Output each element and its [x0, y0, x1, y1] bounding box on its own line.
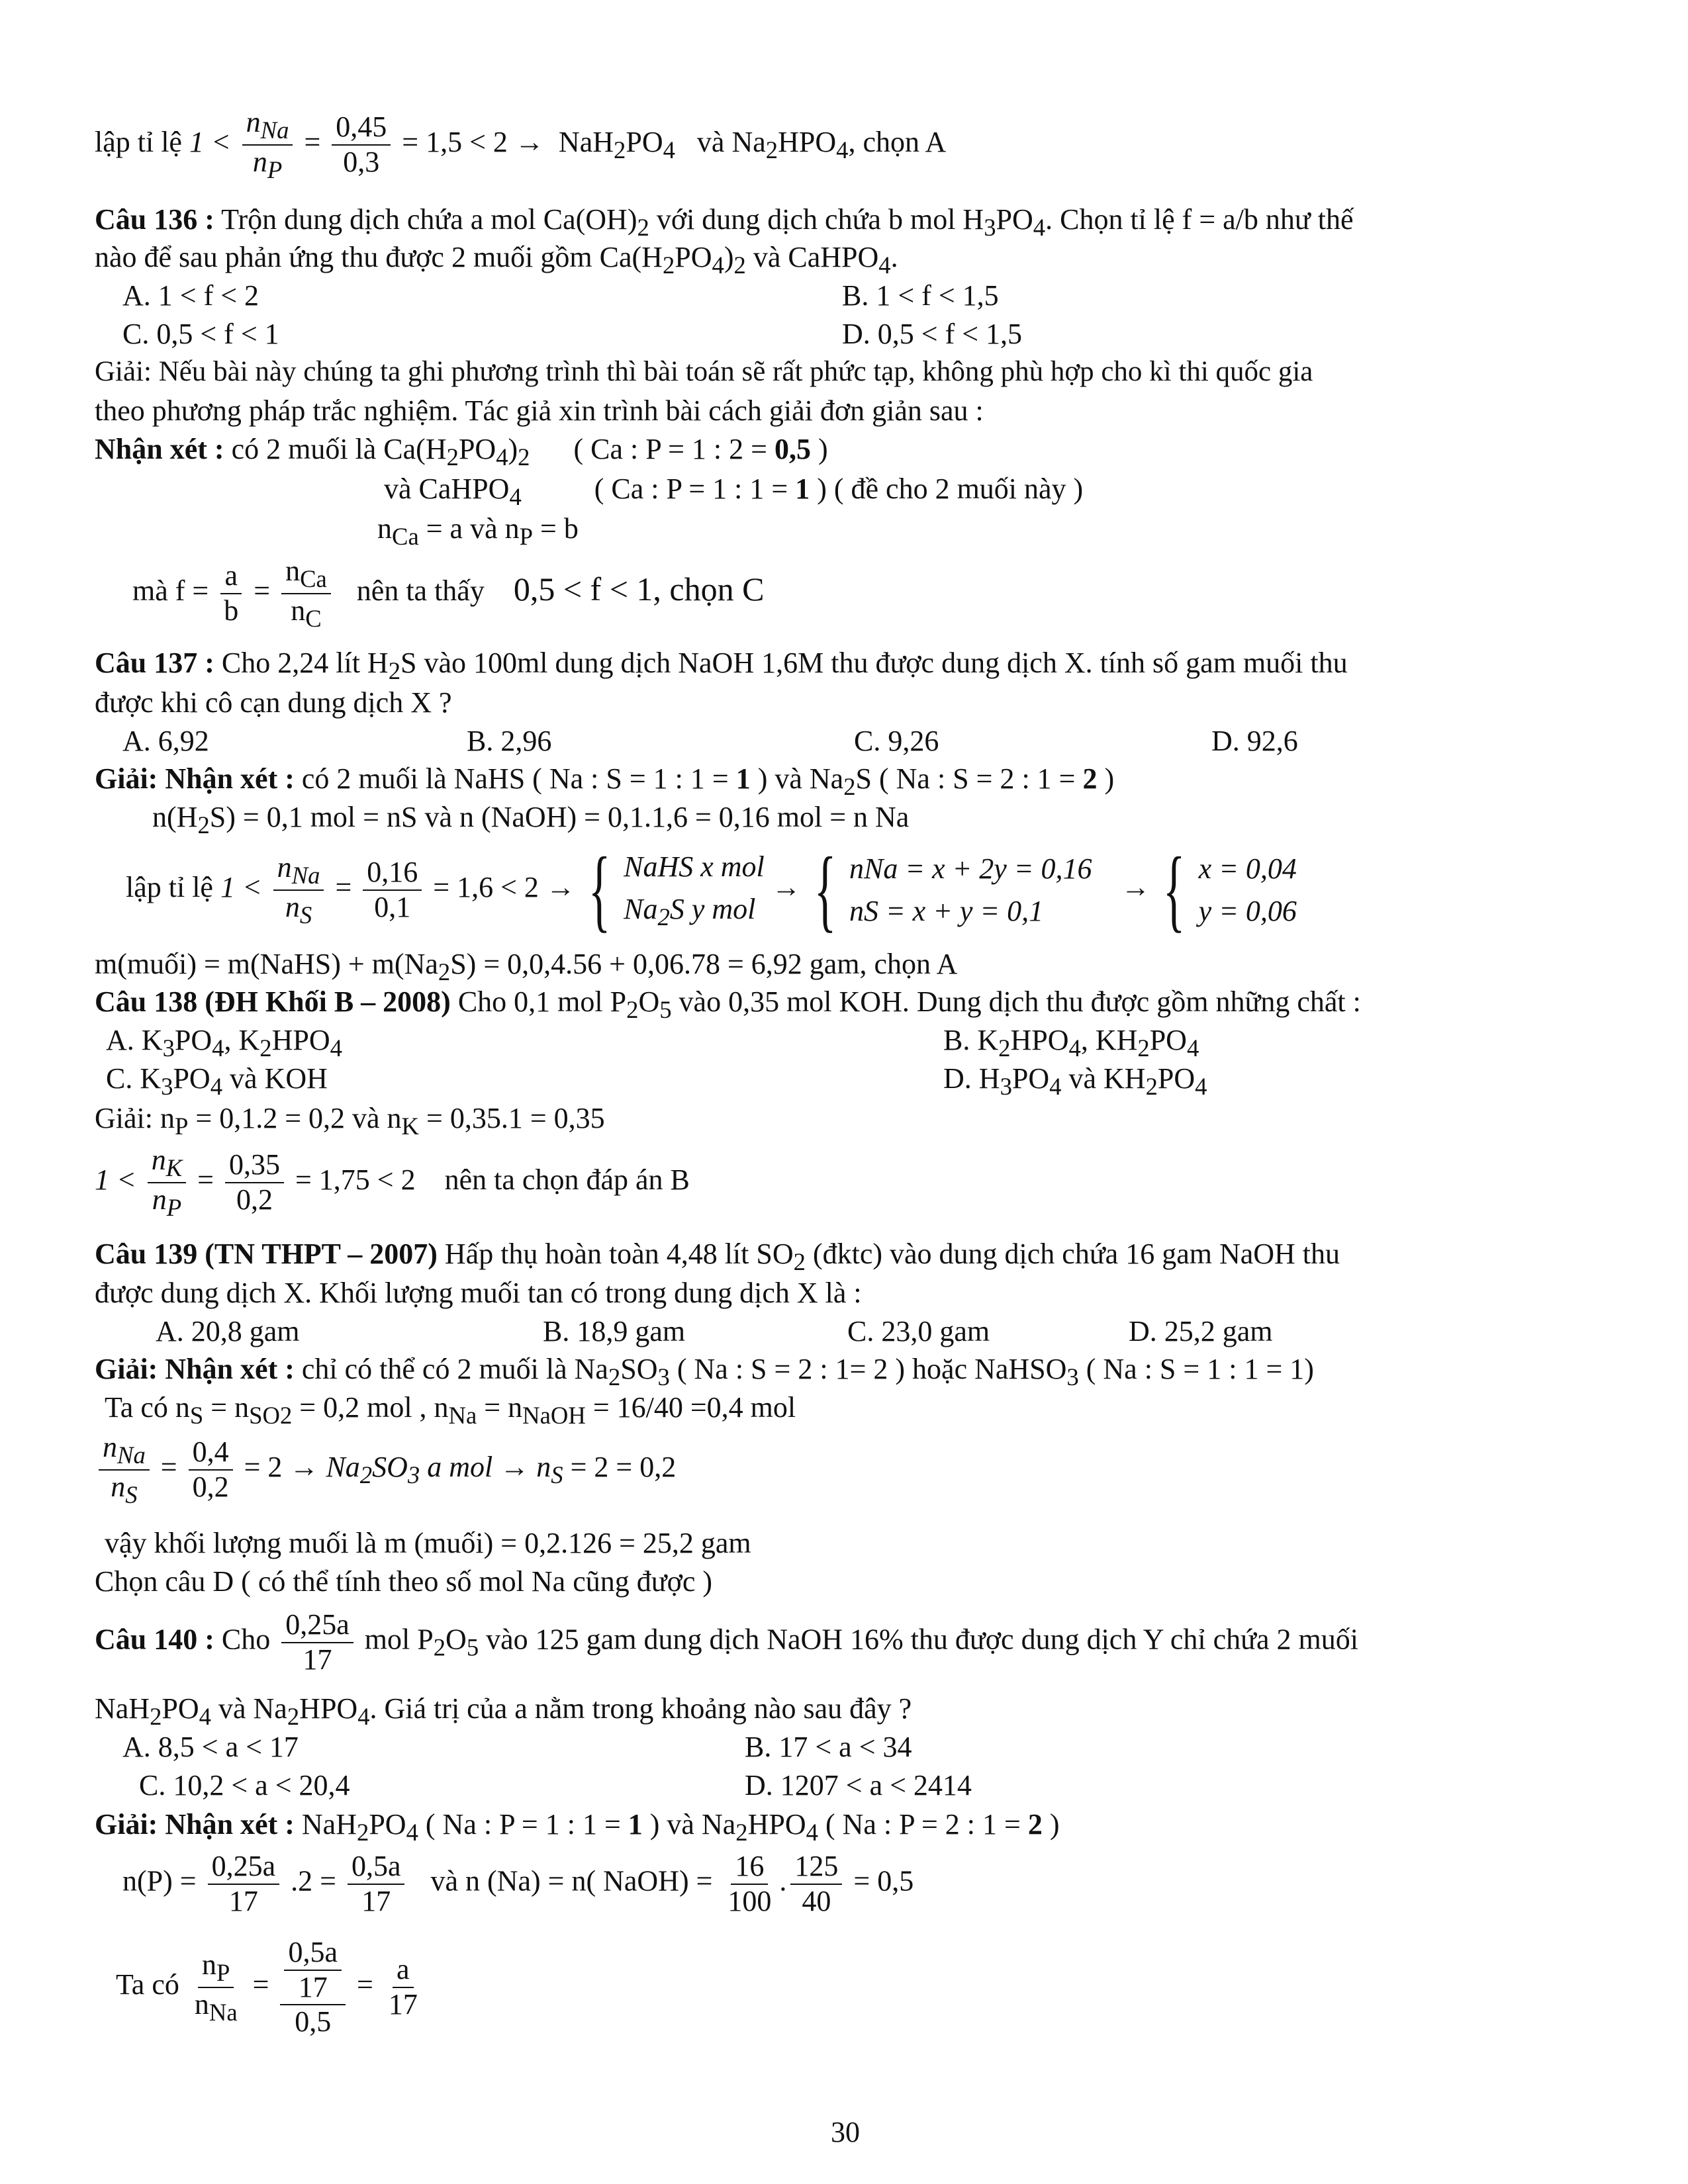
option-c: C. 9,26	[854, 725, 939, 757]
option-d: D. 25,2 gam	[1129, 1315, 1273, 1347]
question-138: Câu 138 (ĐH Khối B – 2008) Cho 0,1 mol $P_2O_5$ vào 0,35 mol KOH. Dung dịch thu được gồm những chất :	[95, 985, 1361, 1023]
option-c: C. 0,5 < f < 1	[122, 318, 279, 350]
page-number: 30	[831, 2116, 860, 2148]
fraction: $\frac{0,25a}{17}$	[281, 1608, 353, 1676]
option-a: A. 1 < f < 2	[122, 279, 259, 312]
option-a: A. $K_3PO_4$, $K_2HPO_4$	[106, 1024, 342, 1062]
option-d: D. 92,6	[1211, 725, 1298, 757]
fraction: $\frac{0,35}{0,2}$	[225, 1148, 284, 1216]
option-b: B. $K_2HPO_4$, $KH_2PO_4$	[943, 1024, 1199, 1062]
solution-text: theo phương pháp trắc nghiệm. Tác giả xin trình bài cách giải đơn giản sau :	[95, 394, 984, 427]
ratio-line-q135: lập tỉ lệ 1 < $n_{Na}$ $n_P$ = $\frac{0,45}{0,3}$ = $1,5 < 2 \to NaH_2PO_4$ và $Na_2HPO_4$, chọn A	[95, 106, 947, 183]
fraction: $n_{Na}$ $n_S$	[273, 851, 324, 929]
option-a: A. 6,92	[122, 725, 209, 757]
fraction: $\frac{n_K}{n_P}$	[148, 1144, 186, 1222]
option-c: C. $K_3PO_4$ và KOH	[106, 1062, 328, 1100]
option-d: D. $H_3PO_4$ và $KH_2PO_4$	[943, 1062, 1207, 1100]
option-b: B. 1 < f < 1,5	[842, 279, 999, 312]
question-137: Câu 137 : Cho 2,24 lít $H_2S$ vào 100ml dung dịch NaOH 1,6M thu được dung dịch X. tính số gam muối thu	[95, 647, 1348, 684]
fraction: $\frac{a}{b}$	[220, 559, 242, 627]
fraction: $\frac{0,5a}{17}$	[348, 1850, 405, 1918]
option-b: B. 18,9 gam	[543, 1315, 686, 1347]
fraction: $\frac{a}{17}$	[388, 1953, 418, 2021]
option-a: A. 20,8 gam	[156, 1315, 300, 1347]
option-d: D. 0,5 < f < 1,5	[842, 318, 1023, 350]
fraction: $n_P$ $n_{Na}$	[194, 1948, 238, 2026]
fraction: $\frac{0,25a}{17}$	[208, 1850, 280, 1918]
option-d: D. 1207 < a < 2414	[745, 1769, 972, 1801]
option-a: A. 8,5 < a < 17	[122, 1731, 299, 1763]
fraction: $\frac{16}{100}$	[727, 1850, 772, 1917]
option-c: C. 23,0 gam	[847, 1315, 990, 1347]
fraction: $\frac{0,4}{0,2}$	[189, 1435, 233, 1504]
fraction: $n_{Na}$ $n_S$	[99, 1431, 150, 1509]
fraction: $\frac{\frac{0,5a}{17}}{0,5}$	[280, 1936, 346, 2039]
question-136: Câu 136 : Trộn dung dịch chứa a mol $Ca(OH)_2$ với dung dịch chứa b mol $H_3PO_4$. Chọn tỉ lệ f = a/b như thế	[95, 203, 1354, 241]
fraction: $n_{Ca}$ $n_C$	[281, 555, 331, 633]
fraction: $\frac{0,45}{0,3}$	[332, 111, 391, 179]
option-b: B. 2,96	[467, 725, 552, 757]
fraction: $\frac{0,16}{0,1}$	[363, 856, 422, 924]
question-139: Câu 139 (TN THPT – 2007) Hấp thụ hoàn toàn 4,48 lít $SO_2$ (đktc) vào dung dịch chứa 16 gam NaOH thu	[95, 1238, 1340, 1275]
option-b: B. 17 < a < 34	[745, 1731, 912, 1763]
solution-text: Giải: Nếu bài này chúng ta ghi phương trình thì bài toán sẽ rất phức tạp, không phù hợp cho kì thi quốc gia	[95, 356, 1313, 387]
question-140: Câu 140 : Cho $\frac{0,25a}{17}$ mol $P_2O_5$ vào 125 gam dung dịch NaOH 16% thu được dung dịch Y chỉ chứa 2 muối	[95, 1608, 1358, 1676]
fraction: $n_{Na}$ $n_P$	[242, 106, 293, 184]
option-c: C. 10,2 < a < 20,4	[139, 1769, 350, 1801]
fraction: $\frac{125}{40}$	[790, 1850, 842, 1918]
